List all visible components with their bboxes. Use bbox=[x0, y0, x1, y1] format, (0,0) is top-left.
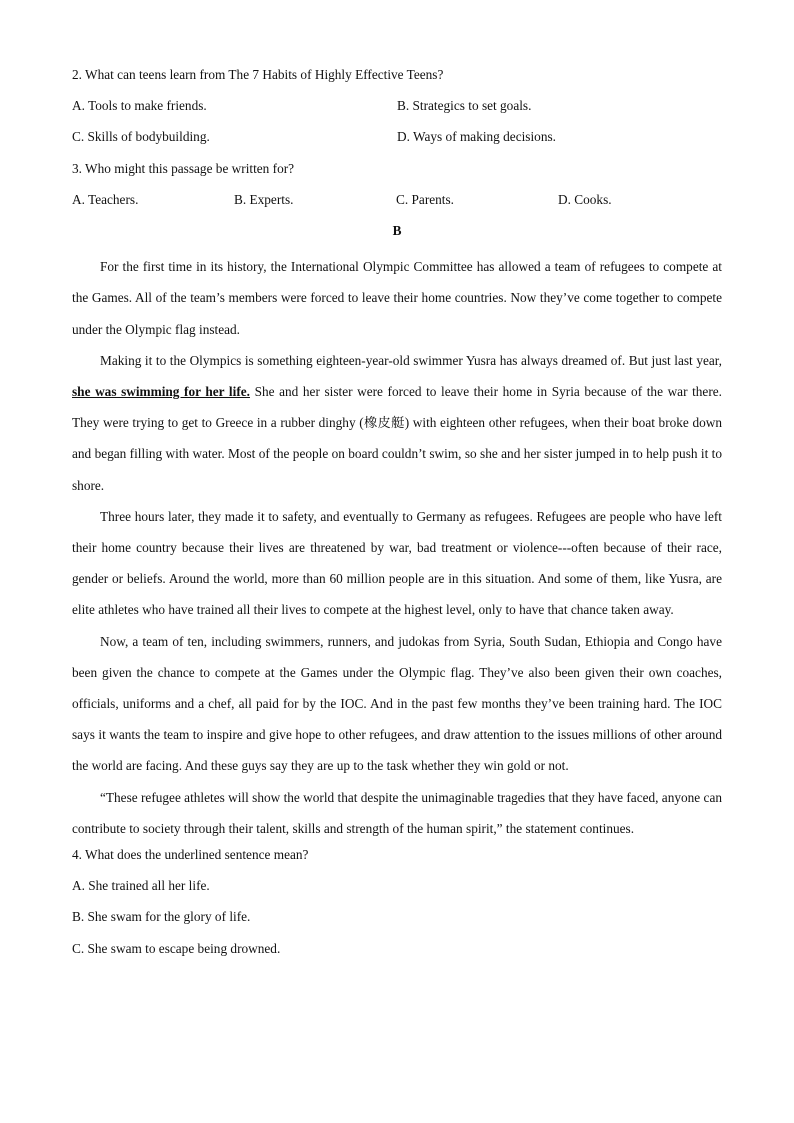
passage-paragraph-4: Now, a team of ten, including swimmers, runners, and judokas from Syria, South Sudan, Ethiopia and Congo have been given the chance to compete at the Games under the Olympic flag. They’ve also been given their own coaches, officials, uniforms and a chef, all paid for by the IOC. And in the past few months they’ve been training hard. The IOC says it wants the team to inspire and give hope to other refugees, and draw attention to the issues millions of other around the world are facing. And these guys say they are up to the task whether they win gold or not. bbox=[72, 633, 722, 774]
q4-option-b: B. She swam for the glory of life. bbox=[72, 909, 251, 925]
passage-paragraph-1: For the first time in its history, the International Olympic Committee has allowed a team of refugees to compete at the Games. All of the team’s members were forced to leave their home countries. Now they’ve come together to compete under the Olympic flag instead. bbox=[72, 259, 722, 337]
q2-stem: 2. What can teens learn from The 7 Habits of Highly Effective Teens? bbox=[72, 67, 444, 82]
q3-option-c: C. Parents. bbox=[396, 191, 454, 207]
passage-paragraph-3: Three hours later, they made it to safety, and eventually to Germany as refugees. Refugees are people who have left their home country because their lives are threatened by war, bad treatment or violence---often because of their race, gender or beliefs. Around the world, more than 60 million people are in this situation. And some of them, like Yusra, are elite athletes who have trained all their lives to compete at the highest level, only to have that chance taken away. bbox=[72, 508, 722, 618]
q3-options-row bbox=[72, 189, 722, 220]
q2-options-row-2 bbox=[72, 126, 722, 157]
q2-option-a: A. Tools to make friends. bbox=[72, 98, 207, 114]
q4-stem: 4. What does the underlined sentence mean? bbox=[72, 846, 309, 862]
paragraph-2-text-start: Making it to the Olympics is something eighteen-year-old swimmer Yusra has always dreamed of. But just last year, bbox=[100, 352, 722, 368]
passage-paragraph-2 bbox=[72, 345, 722, 501]
q3-option-a: A. Teachers. bbox=[72, 191, 139, 207]
passage-paragraph-5: “These refugee athletes will show the world that despite the unimaginable tragedies that they have faced, anyone can contribute to society through their talent, skills and strength of the human spirit,” the statement continues. bbox=[72, 789, 722, 836]
q3-option-d: D. Cooks. bbox=[558, 191, 612, 207]
q2-options-row-1 bbox=[72, 95, 722, 126]
q4-option-a: A. She trained all her life. bbox=[72, 878, 210, 894]
q3-stem: 3. Who might this passage be written for? bbox=[72, 160, 295, 176]
document-content bbox=[72, 64, 722, 969]
paragraph-2-text-end: She and her sister were forced to leave their home in Syria because of the war there. They were trying to get to Greece in a rubber dinghy (橡皮艇) with eighteen other refugees, when their boat broke down and began filling with water. Most of the people on board couldn’t swim, so she and her sister jumped in to help push it to shore. bbox=[72, 383, 722, 493]
section-heading: B bbox=[392, 222, 402, 238]
q2-option-c: C. Skills of bodybuilding. bbox=[72, 129, 210, 145]
q2-option-d: D. Ways of making decisions. bbox=[397, 129, 556, 145]
underlined-sentence: she was swimming for her life. bbox=[72, 383, 250, 399]
q2-option-b: B. Strategics to set goals. bbox=[397, 98, 532, 114]
q3-option-b: B. Experts. bbox=[234, 191, 294, 207]
q4-option-c: C. She swam to escape being drowned. bbox=[72, 940, 281, 956]
